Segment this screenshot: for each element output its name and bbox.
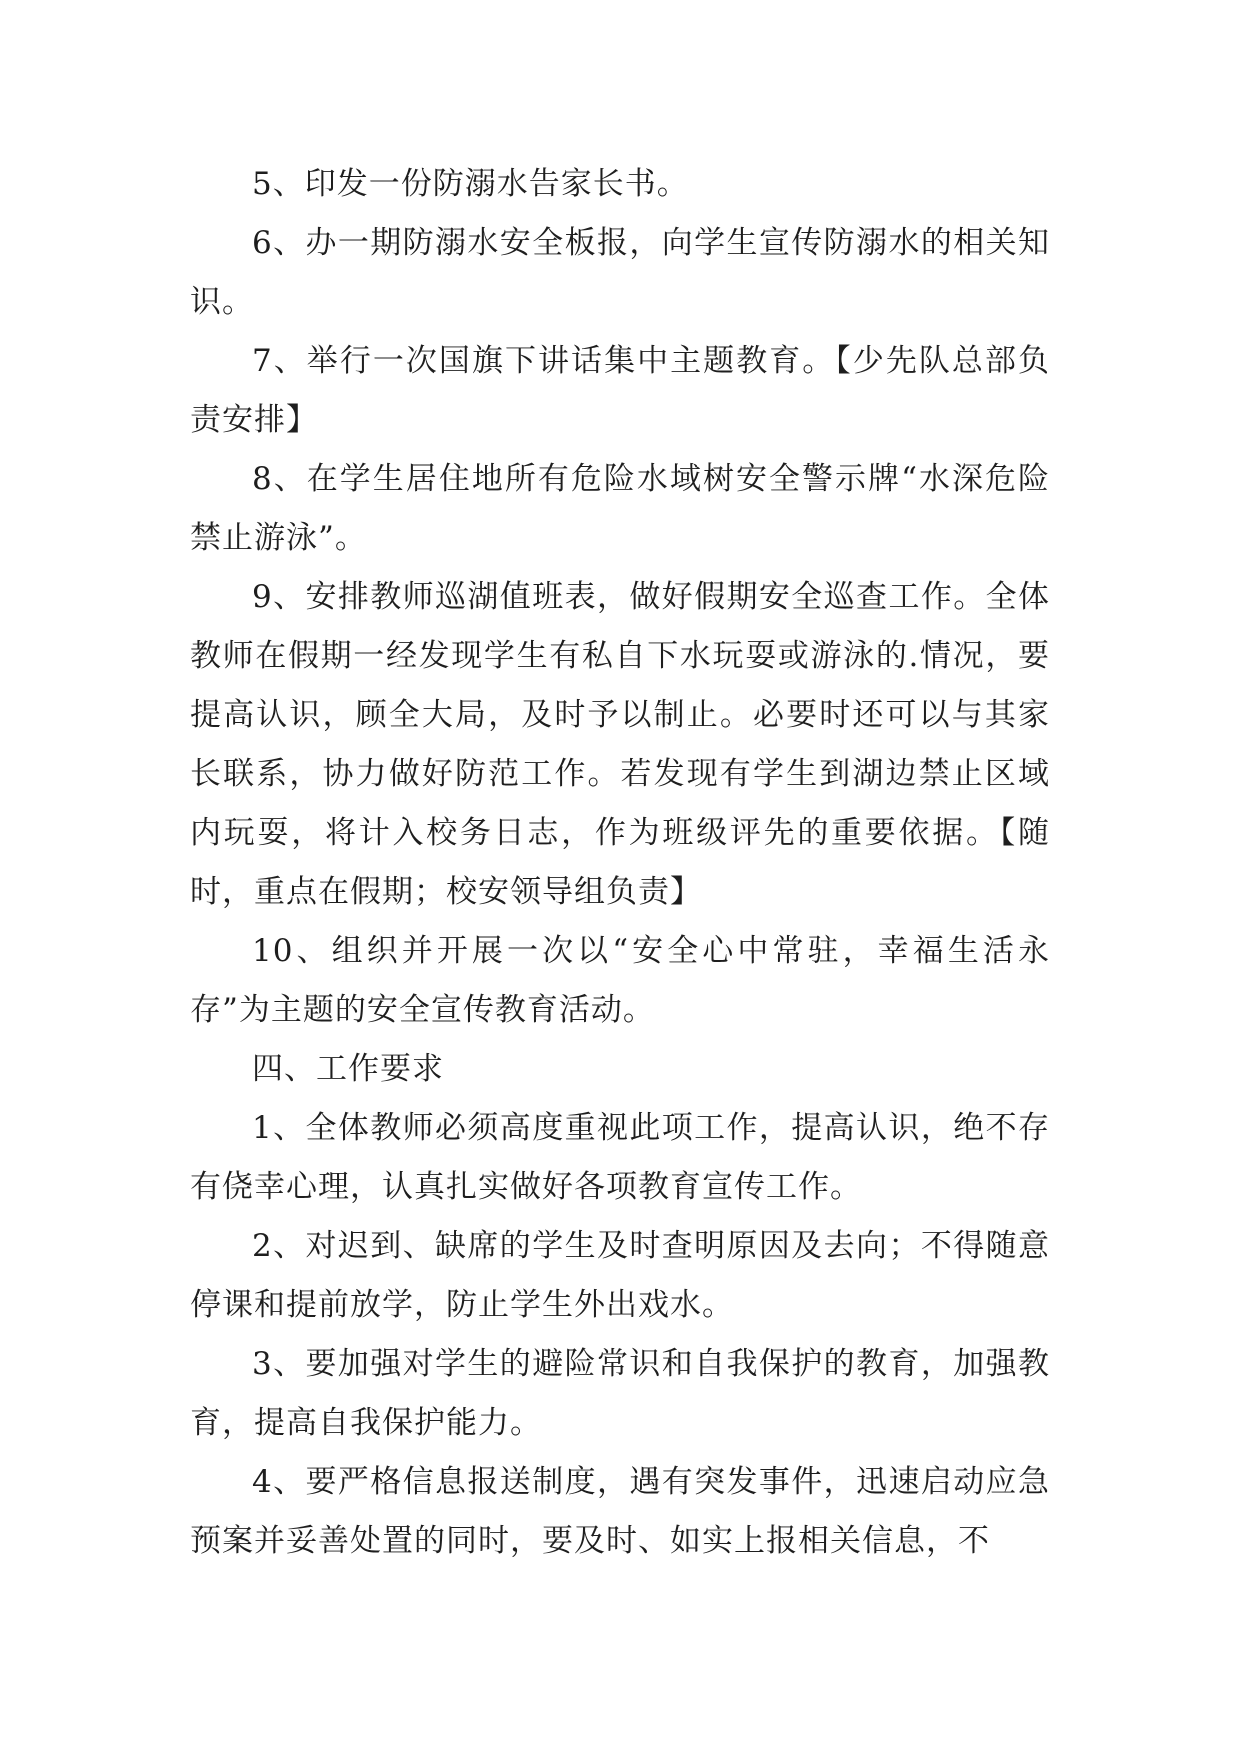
- section-heading-work-requirements: 四、工作要求: [252, 1051, 444, 1087]
- requirement-item-3: 3、要加强对学生的避险常识和自我保护的教育，加强教育，提高自我保护能力。: [190, 1346, 1050, 1441]
- requirement-item-2: 2、对迟到、缺席的学生及时查明原因及去向；不得随意停课和提前放学，防止学生外出戏水。: [190, 1228, 1050, 1323]
- paragraph-item-9: 9、安排教师巡湖值班表，做好假期安全巡查工作。全体教师在假期一经发现学生有私自下水玩耍或游泳的.情况，要提高认识，顾全大局，及时予以制止。必要时还可以与其家长联系，协力做好防范工作。若发现有学生到湖边禁止区域内玩耍，将计入校务日志，作为班级评先的重要依据。【随时，重点在假期；校安领导组负责】: [190, 579, 1050, 910]
- paragraph-item-6: 6、办一期防溺水安全板报，向学生宣传防溺水的相关知识。: [190, 225, 1050, 320]
- requirement-item-4: 4、要严格信息报送制度，遇有突发事件，迅速启动应急预案并妥善处置的同时，要及时、如实上报相关信息，不: [190, 1464, 1050, 1559]
- paragraph-item-7: 7、举行一次国旗下讲话集中主题教育。【少先队总部负责安排】: [190, 343, 1050, 438]
- paragraph-item-8: 8、在学生居住地所有危险水域树安全警示牌“水深危险禁止游泳”。: [190, 461, 1050, 556]
- paragraph-item-5: 5、印发一份防溺水告家长书。: [252, 166, 689, 202]
- requirement-item-1: 1、全体教师必须高度重视此项工作，提高认识，绝不存有侥幸心理，认真扎实做好各项教育宣传工作。: [190, 1110, 1050, 1205]
- document-page: [190, 155, 1050, 1571]
- paragraph-item-10: 10、组织并开展一次以“安全心中常驻，幸福生活永存”为主题的安全宣传教育活动。: [190, 933, 1050, 1028]
